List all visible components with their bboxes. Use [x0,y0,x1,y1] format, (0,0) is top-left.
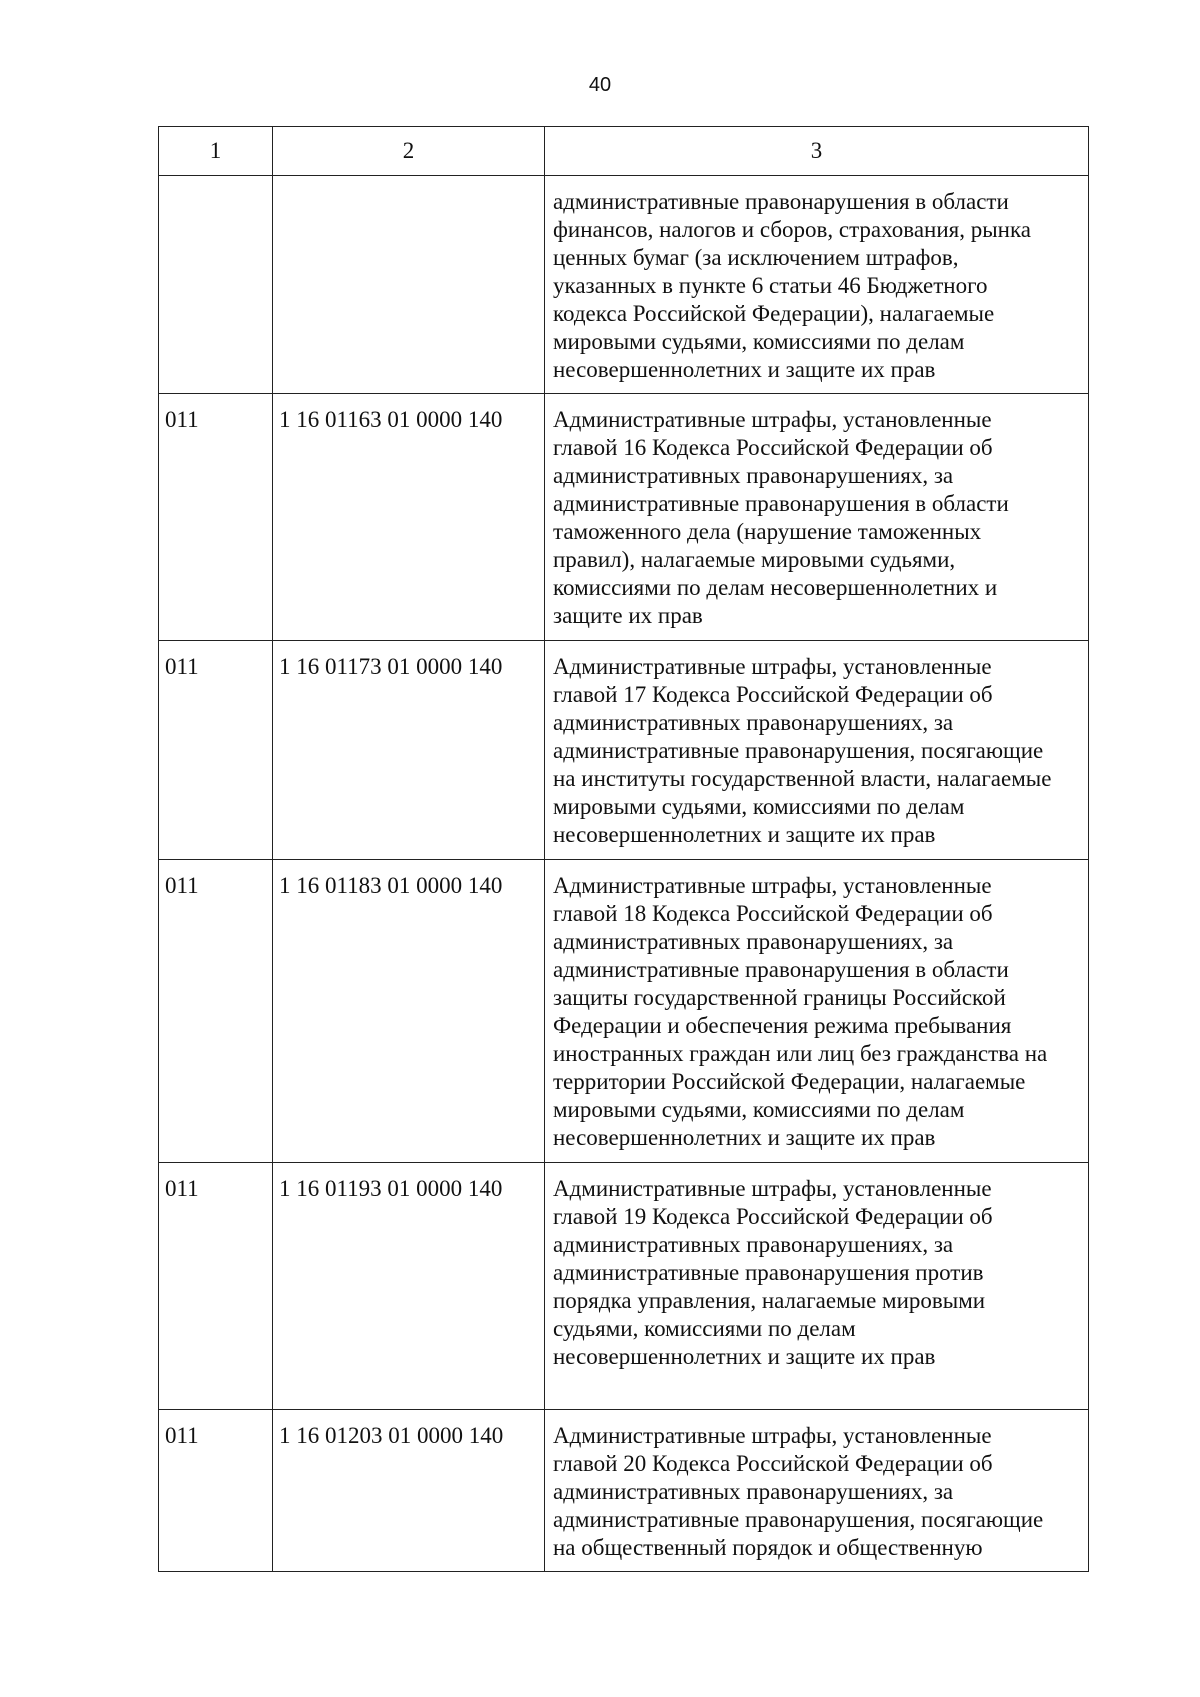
admin-code [159,176,272,194]
table-row [159,1163,1089,1410]
budget-code: 1 16 01193 01 0000 140 [279,1176,503,1201]
description-cell [545,641,1089,860]
admin-code: 011 [165,1176,199,1201]
description-cell [545,1410,1089,1572]
admin-code-cell [159,860,273,1163]
table-row [159,176,1089,394]
admin-code-cell [159,394,273,641]
page-number: 40 [588,74,612,96]
description: Административные штрафы, установленные главой 17 Кодекса Российской Федерации об административных правонарушениях, за административные правонарушения, посягающие на институты государственной власти, налагаемые мировыми судьями, комиссиями по делам несовершеннолетних и защите их прав [553,654,1052,847]
admin-code: 011 [165,654,199,679]
admin-code-cell [159,176,273,394]
budget-code-cell [273,1410,545,1572]
admin-code-cell [159,1410,273,1572]
table-row [159,860,1089,1163]
table-row [159,394,1089,641]
description-cell [545,860,1089,1163]
description-cell [545,176,1089,394]
table-row [159,1410,1089,1572]
description: Административные штрафы, установленные главой 18 Кодекса Российской Федерации об административных правонарушениях, за административные правонарушения в области защиты государственной границы Российской Федерации и обеспечения режима пребывания иностранных граждан или лиц без гражданства на территории Российской Федерации, налагаемые мировыми судьями, комиссиями по делам несовершеннолетних и защите их прав [553,873,1048,1150]
budget-code-cell [273,394,545,641]
budget-code: 1 16 01203 01 0000 140 [279,1423,504,1448]
table-row [159,641,1089,860]
budget-code-cell [273,1163,545,1410]
budget-code-cell [273,641,545,860]
description: Административные штрафы, установленные главой 20 Кодекса Российской Федерации об административных правонарушениях, за административные правонарушения, посягающие на общественный порядок и общественную [553,1423,1044,1560]
header-col-1: 1 [159,127,273,176]
description-cell [545,394,1089,641]
header-col-3: 3 [545,127,1089,176]
header-col-2: 2 [273,127,545,176]
budget-code: 1 16 01163 01 0000 140 [279,407,503,432]
admin-code: 011 [165,1423,199,1448]
budget-code [273,176,544,194]
admin-code: 011 [165,407,199,432]
description: Административные штрафы, установленные главой 16 Кодекса Российской Федерации об административных правонарушениях, за административные правонарушения в области таможенного дела (нарушение таможенных правил), налагаемые мировыми судьями, комиссиями по делам несовершеннолетних и защите их прав [553,407,1009,628]
admin-code: 011 [165,873,199,898]
budget-code: 1 16 01183 01 0000 140 [279,873,503,898]
description: административные правонарушения в области финансов, налогов и сборов, страхования, рынка ценных бумаг (за исключением штрафов, указанных в пункте 6 статьи 46 Бюджетного кодекса Российской Федерации), налагаемые мировыми судьями, комиссиями по делам несовершеннолетних и защите их прав [553,189,1032,382]
table-header-row [159,127,1089,176]
admin-code-cell [159,1163,273,1410]
budget-code-cell [273,860,545,1163]
budget-code: 1 16 01173 01 0000 140 [279,654,503,679]
description-cell [545,1163,1089,1410]
budget-code-cell [273,176,545,394]
budget-codes-table [158,126,1089,1572]
description: Административные штрафы, установленные главой 19 Кодекса Российской Федерации об административных правонарушениях, за административные правонарушения против порядка управления, налагаемые мировыми судьями, комиссиями по делам несовершеннолетних и защите их прав [553,1176,993,1369]
admin-code-cell [159,641,273,860]
